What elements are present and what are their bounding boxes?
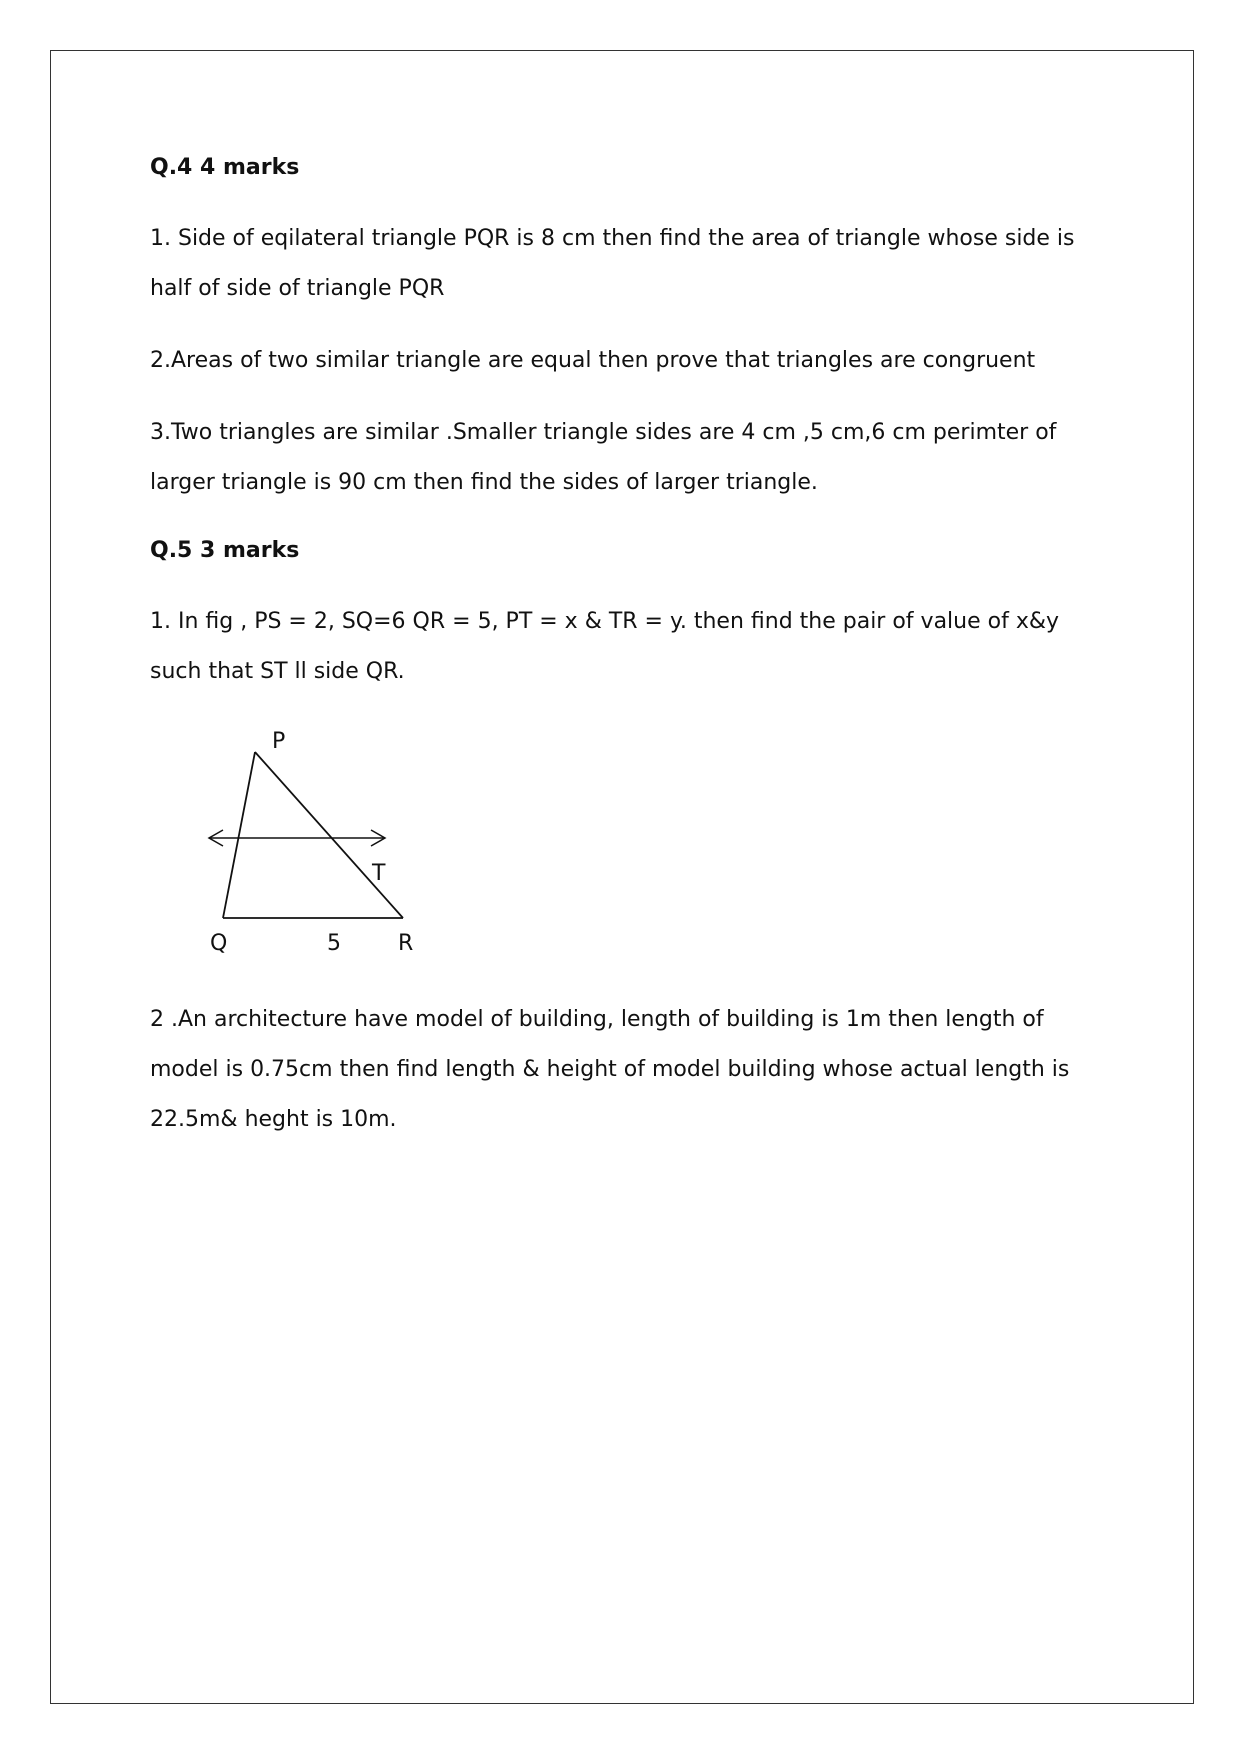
label-r: R [398,931,414,956]
q5-item-2-line-3: 22.5m& heght is 10m. [150,1107,397,1132]
q5-item-2-line-2: model is 0.75cm then find length & height of model building whose actual length is [150,1057,1070,1082]
label-qr-length: 5 [327,931,341,956]
q4-item-1-line-1: 1. Side of eqilateral triangle PQR is 8 cm then find the area of triangle whose side is [150,226,1075,251]
side-pq [223,752,255,918]
q5-item-1-line-1: 1. In fig , PS = 2, SQ=6 QR = 5, PT = x & TR = y. then find the pair of value of x&y [150,609,1060,634]
q4-item-2-line-1: 2.Areas of two similar triangle are equal then prove that triangles are congruent [150,348,1036,373]
triangle-diagram [195,728,435,968]
q4-item-3-line-2: larger triangle is 90 cm then find the sides of larger triangle. [150,470,818,495]
label-q: Q [210,931,228,956]
q4-heading: Q.4 4 marks [150,155,300,180]
q5-heading: Q.5 3 marks [150,538,300,563]
q5-item-1-line-2: such that ST ll side QR. [150,659,405,684]
q4-item-3-line-1: 3.Two triangles are similar .Smaller triangle sides are 4 cm ,5 cm,6 cm perimter of [150,420,1057,445]
q4-item-1-line-2: half of side of triangle PQR [150,276,445,301]
triangle-figure [195,728,435,968]
label-p: P [272,729,286,754]
label-t: T [372,861,386,886]
q5-item-2-line-1: 2 .An architecture have model of building, length of building is 1m then length of [150,1007,1044,1032]
